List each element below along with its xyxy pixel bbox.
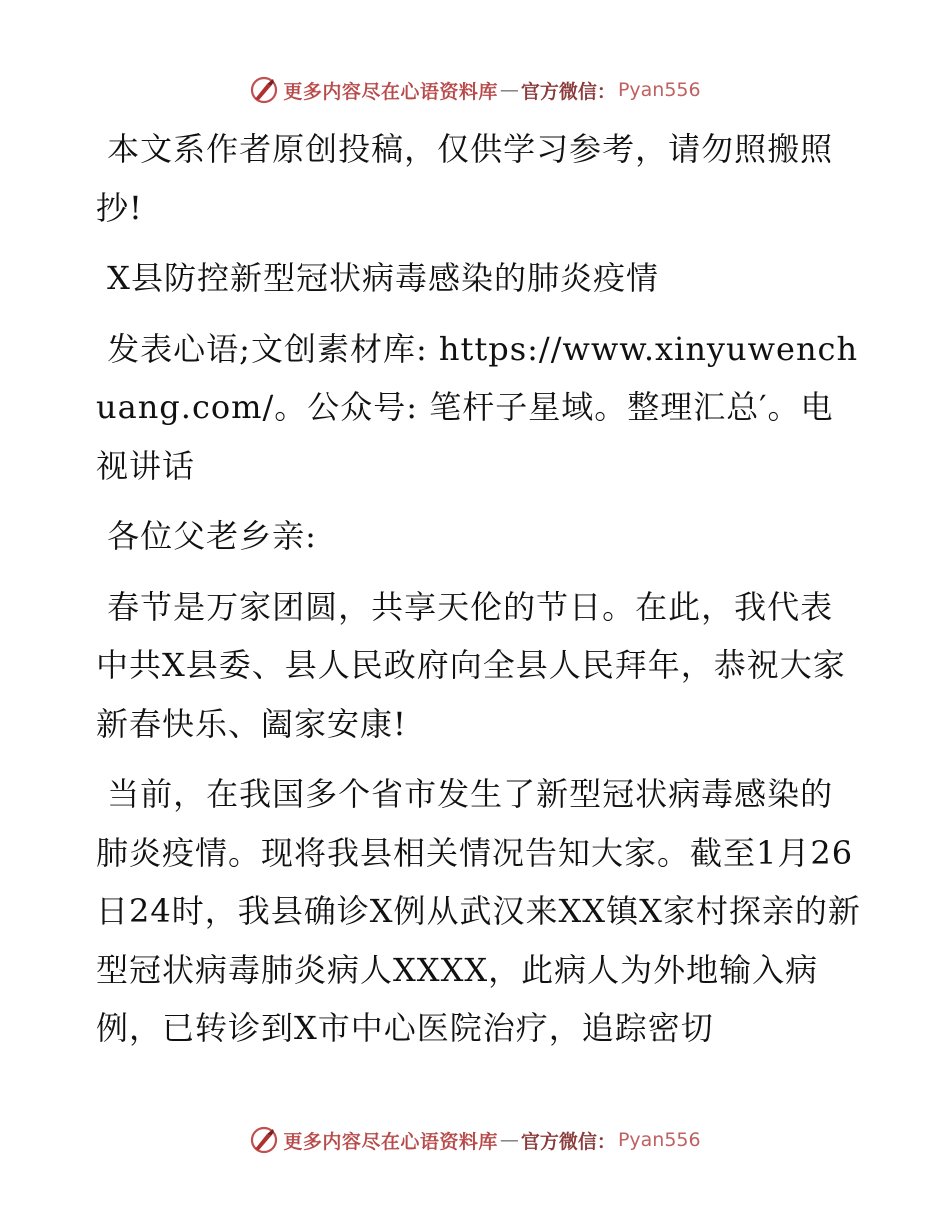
document-body (96, 120, 866, 1070)
paragraph-disclaimer: 本文系作者原创投稿，仅供学习参考，请勿照搬照抄! (96, 130, 834, 227)
footer-watermark (0, 1120, 950, 1160)
watermark-wechat-id: Pyan556 (617, 79, 701, 101)
quill-pen-circle-icon (249, 1125, 279, 1155)
paragraph-situation: 当前，在我国多个省市发生了新型冠状病毒感染的肺炎疫情。现将我县相关情况告知大家。截至1月26日24时，我县确诊X例从武汉来XX镇X家村探亲的新型冠状病毒肺炎病人XXXX，此病人为外地输入病例，已转诊到X市中心医院治疗，追踪密切 (96, 775, 861, 1047)
paragraph-source: 发表心语;文创素材库: https://www.xinyuwenchuang.com/。公众号: 笔杆子星域。整理汇总′。电视讲话 (96, 329, 859, 485)
watermark-wechat-label: 官方微信： (520, 80, 616, 103)
paragraph-greeting: 春节是万家团圆，共享天伦的节日。在此，我代表中共X县委、县人民政府向全县人民拜年，恭祝大家新春快乐、阖家安康! (96, 587, 846, 743)
paragraph-salutation: 各位父老乡亲: (96, 517, 317, 555)
watermark-dash: — (499, 79, 519, 101)
watermark-dash: — (499, 1129, 519, 1151)
watermark-wechat-label: 官方微信： (520, 1130, 616, 1153)
quill-pen-circle-icon (249, 75, 279, 105)
header-watermark (0, 70, 950, 110)
watermark-site-text: 更多内容尽在心语资料库 (283, 1130, 498, 1153)
watermark-wechat-id: Pyan556 (617, 1129, 701, 1151)
watermark-site-text: 更多内容尽在心语资料库 (283, 80, 498, 103)
paragraph-title: X县防控新型冠状病毒感染的肺炎疫情 (96, 259, 659, 297)
